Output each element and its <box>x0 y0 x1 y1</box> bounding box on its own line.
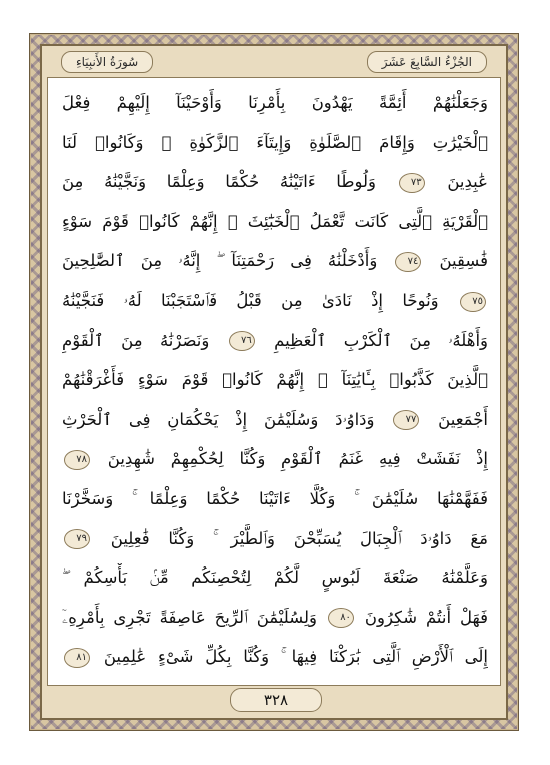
verse-text: إِذْ نَفَشَتْ فِيهِ غَنَمُ ٱلْقَوْمِ وَكُنَّا لِحُكْمِهِمْ شَٰهِدِينَ <box>107 449 488 469</box>
verse-line <box>62 326 488 356</box>
verse-line <box>62 563 488 593</box>
verse-text: وَأَدْخَلْنَٰهُ فِى رَحْمَتِنَآ ۖ إِنَّهُۥ مِنَ ٱلصَّٰلِحِينَ <box>62 251 378 271</box>
verse-text: عَٰبِدِينَ <box>447 172 488 192</box>
verse-text: وَدَاوُۥدَ وَسُلَيْمَٰنَ إِذْ يَحْكُمَانِ فِى ٱلْحَرْثِ <box>62 409 375 429</box>
page-number: ٣٢٨ <box>230 688 322 712</box>
verse-text: وَلُوطًا ءَاتَيْنَٰهُ حُكْمًا وَعِلْمًا وَنَجَّيْنَٰهُ مِنَ <box>62 172 376 192</box>
ayah-number-marker: ٨٠ <box>328 608 354 628</box>
ayah-number-marker: ٧٧ <box>393 410 419 430</box>
verse-text: وَجَعَلْنَٰهُمْ أَئِمَّةً يَهْدُونَ بِأَمْرِنَا وَأَوْحَيْنَآ إِلَيْهِمْ فِعْلَ <box>62 93 488 112</box>
verse-line <box>62 603 488 633</box>
verse-line <box>62 484 488 514</box>
verse-line <box>62 642 488 672</box>
verse-text: إِلَى ٱلْأَرْضِ ٱلَّتِى بَٰرَكْنَا فِيهَا ۚ وَكُنَّا بِكُلِّ شَىْءٍ عَٰلِمِينَ <box>103 647 488 667</box>
verse-text: ٱلْقَرْيَةِ ٱلَّتِى كَانَت تَّعْمَلُ ٱلْخَبَٰٓئِثَ ۗ إِنَّهُمْ كَانُوا۟ قَوْمَ سَوْءٍ <box>62 211 488 231</box>
verse-line <box>62 444 488 474</box>
juz-title: الجُزْءُ السَّابِعَ عَشَرَ <box>367 51 487 73</box>
ayah-number-marker: ٧٩ <box>64 529 90 549</box>
verse-text: ٱلْخَيْرَٰتِ وَإِقَامَ ٱلصَّلَوٰةِ وَإِيتَآءَ ٱلزَّكَوٰةِ ۖ وَكَانُوا۟ لَنَا <box>62 132 488 152</box>
verse-line <box>62 167 488 197</box>
verse-text: وَنُوحًا إِذْ نَادَىٰ مِن قَبْلُ فَٱسْتَجَبْنَا لَهُۥ فَنَجَّيْنَٰهُ <box>62 291 439 310</box>
verse-text: وَنَصَرْنَٰهُ مِنَ ٱلْقَوْمِ <box>62 330 210 350</box>
verse-text: وَأَهْلَهُۥ مِنَ ٱلْكَرْبِ ٱلْعَظِيمِ <box>274 330 488 350</box>
verse-text: ٱلَّذِينَ كَذَّبُوا۟ بِـَٔايَٰتِنَآ ۚ إِنَّهُمْ كَانُوا۟ قَوْمَ سَوْءٍ فَأَغْرَقْنَٰهُمْ <box>62 370 488 390</box>
verse-text: فَهَلْ أَنتُمْ شَٰكِرُونَ <box>364 607 488 627</box>
ayah-number-marker: ٧٦ <box>229 331 255 351</box>
verse-text: فَفَهَّمْنَٰهَا سُلَيْمَٰنَ ۚ وَكُلًّا ءَاتَيْنَا حُكْمًا وَعِلْمًا ۚ وَسَخَّرْنَا <box>62 489 488 508</box>
verse-line <box>62 524 488 554</box>
verse-line <box>62 246 488 276</box>
page-header <box>47 49 501 75</box>
verse-text: أَجْمَعِينَ <box>438 409 488 429</box>
surah-title: سُورَةُ الأَنبِيَاءِ <box>61 51 153 73</box>
ayah-number-marker: ٧٥ <box>460 292 486 312</box>
verse-line <box>62 405 488 435</box>
verse-text: وَعَلَّمْنَٰهُ صَنْعَةَ لَبُوسٍ لَّكُمْ لِتُحْصِنَكُم مِّنۢ بَأْسِكُمْ ۖ <box>62 568 488 588</box>
ayah-number-marker: ٧٣ <box>399 173 425 193</box>
verse-text: فَٰسِقِينَ <box>439 251 488 271</box>
ayah-number-marker: ٧٨ <box>64 450 90 470</box>
verse-text: وَلِسُلَيْمَٰنَ ٱلرِّيحَ عَاصِفَةً تَجْرِى بِأَمْرِهِۦٓ <box>62 607 317 627</box>
verse-line <box>62 88 488 118</box>
verse-line <box>62 286 488 316</box>
ayah-number-marker: ٧٤ <box>395 252 421 272</box>
verse-line <box>62 207 488 237</box>
verse-text: مَعَ دَاوُۥدَ ٱلْجِبَالَ يُسَبِّحْنَ وَٱلطَّيْرَ ۚ وَكُنَّا فَٰعِلِينَ <box>110 528 488 548</box>
verse-line <box>62 365 488 395</box>
verse-line <box>62 128 488 158</box>
page-footer <box>230 688 320 712</box>
ayah-number-marker: ٨١ <box>64 648 90 668</box>
